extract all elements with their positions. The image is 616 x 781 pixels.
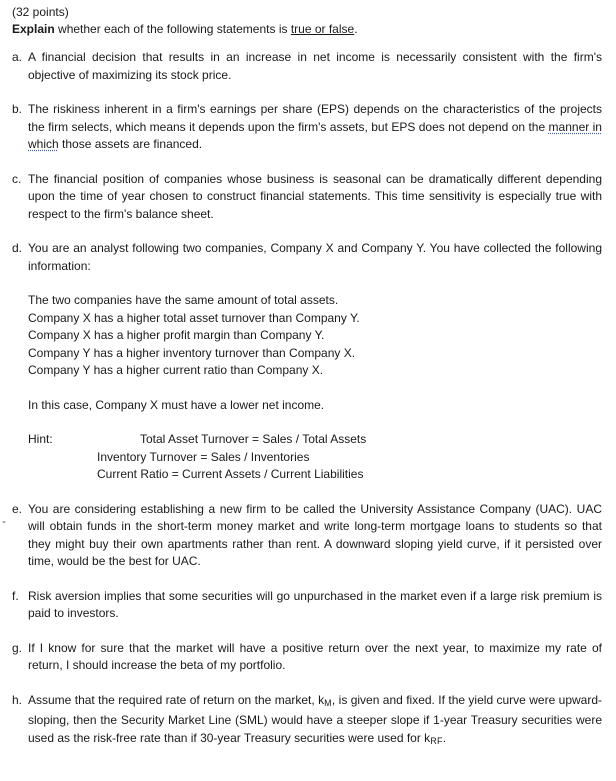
subscript-m: M xyxy=(324,697,332,708)
question-c xyxy=(12,171,602,224)
subscript-rf: RF xyxy=(430,735,443,746)
hint-block xyxy=(28,431,602,484)
question-label: a. xyxy=(12,50,23,64)
formula-line: Current Ratio = Current Assets / Current Liabilities xyxy=(97,467,364,481)
question-label: d. xyxy=(12,241,23,255)
instruction-line xyxy=(12,21,602,38)
question-h xyxy=(12,692,602,751)
question-label: f. xyxy=(12,588,19,603)
fact-line: Company Y has a higher current ratio than Company X. xyxy=(28,363,324,377)
question-label: g. xyxy=(12,640,23,655)
question-b xyxy=(12,101,602,154)
instruction-end: . xyxy=(354,22,358,36)
instruction-underlined: true or false xyxy=(290,22,355,36)
margin-marker: - xyxy=(2,514,6,528)
question-text: Risk aversion implies that some securities will go unpurchased in the market even if a large risk premium is paid to investors. xyxy=(28,588,602,620)
formula-line: Inventory Turnover = Sales / Inventories xyxy=(97,449,310,464)
hint-label: Hint: xyxy=(28,432,53,446)
fact-line: Company X has a higher profit margin than Company Y. xyxy=(28,328,325,342)
fact-line: Company Y has a higher inventory turnover than Company X. xyxy=(28,345,356,360)
spellcheck-flagged-text: manner in which xyxy=(28,119,602,151)
instruction-bold: Explain xyxy=(12,22,55,36)
question-text: A financial decision that results in an increase in net income is necessarily consistent with the firm's objective of maximizing its stock price. xyxy=(28,50,602,82)
question-text: If I know for sure that the market will have a positive return over the next year, to maximize my rate of return, I should increase the beta of my portfolio. xyxy=(28,640,602,672)
question-text: You are an analyst following two companies, Company X and Company Y. You have collected the following information: xyxy=(28,241,602,273)
fact-line: Company X has a higher total asset turnover than Company Y. xyxy=(28,310,360,325)
question-d xyxy=(12,240,602,275)
question-label: b. xyxy=(12,102,23,116)
hint-formulas xyxy=(97,431,602,484)
company-facts xyxy=(28,292,602,380)
question-label: e. xyxy=(12,501,23,516)
fact-line: The two companies have the same amount of total assets. xyxy=(28,293,339,307)
question-f xyxy=(12,588,602,623)
conclusion-line: In this case, Company X must have a lower net income. xyxy=(28,397,325,412)
question-a xyxy=(12,49,602,84)
question-text: Assume that the required rate of return on the market, kM, is given and fixed. If the yield curve were upward-sloping, then the Security Market Line (SML) would have a steeper slope if 1-year Treasury securities were used as the risk-free rate than if 30-year Treasury securities were used for kRF. xyxy=(28,692,603,746)
points-heading: (32 points) xyxy=(12,5,69,19)
question-label: c. xyxy=(12,171,22,186)
formula-line: Total Asset Turnover = Sales / Total Assets xyxy=(140,432,367,446)
question-label: h. xyxy=(12,692,23,707)
instruction-text: whether each of the following statements is xyxy=(54,22,291,36)
question-text: The riskiness inherent in a firm's earnings per share (EPS) depends on the characteristics of the projects the firm selects, which means it depends upon the firm's assets, but EPS does not depend on the manner in which those assets are financed. xyxy=(28,102,602,151)
question-e xyxy=(12,501,602,571)
question-g xyxy=(12,640,602,675)
question-text: You are considering establishing a new firm to be called the University Assistance Company (UAC). UAC will obtain funds in the short-term money market and write long-term mortgage loans to students so that they might buy their own apartments rather than rent. A downward sloping yield curve, if it persisted over time, would be the best for UAC. xyxy=(28,501,602,568)
question-text: The financial position of companies whose business is seasonal can be dramatically different depending upon the time of year chosen to construct financial statements. This time sensitivity is especially true with respect to the firm's balance sheet. xyxy=(28,171,602,221)
